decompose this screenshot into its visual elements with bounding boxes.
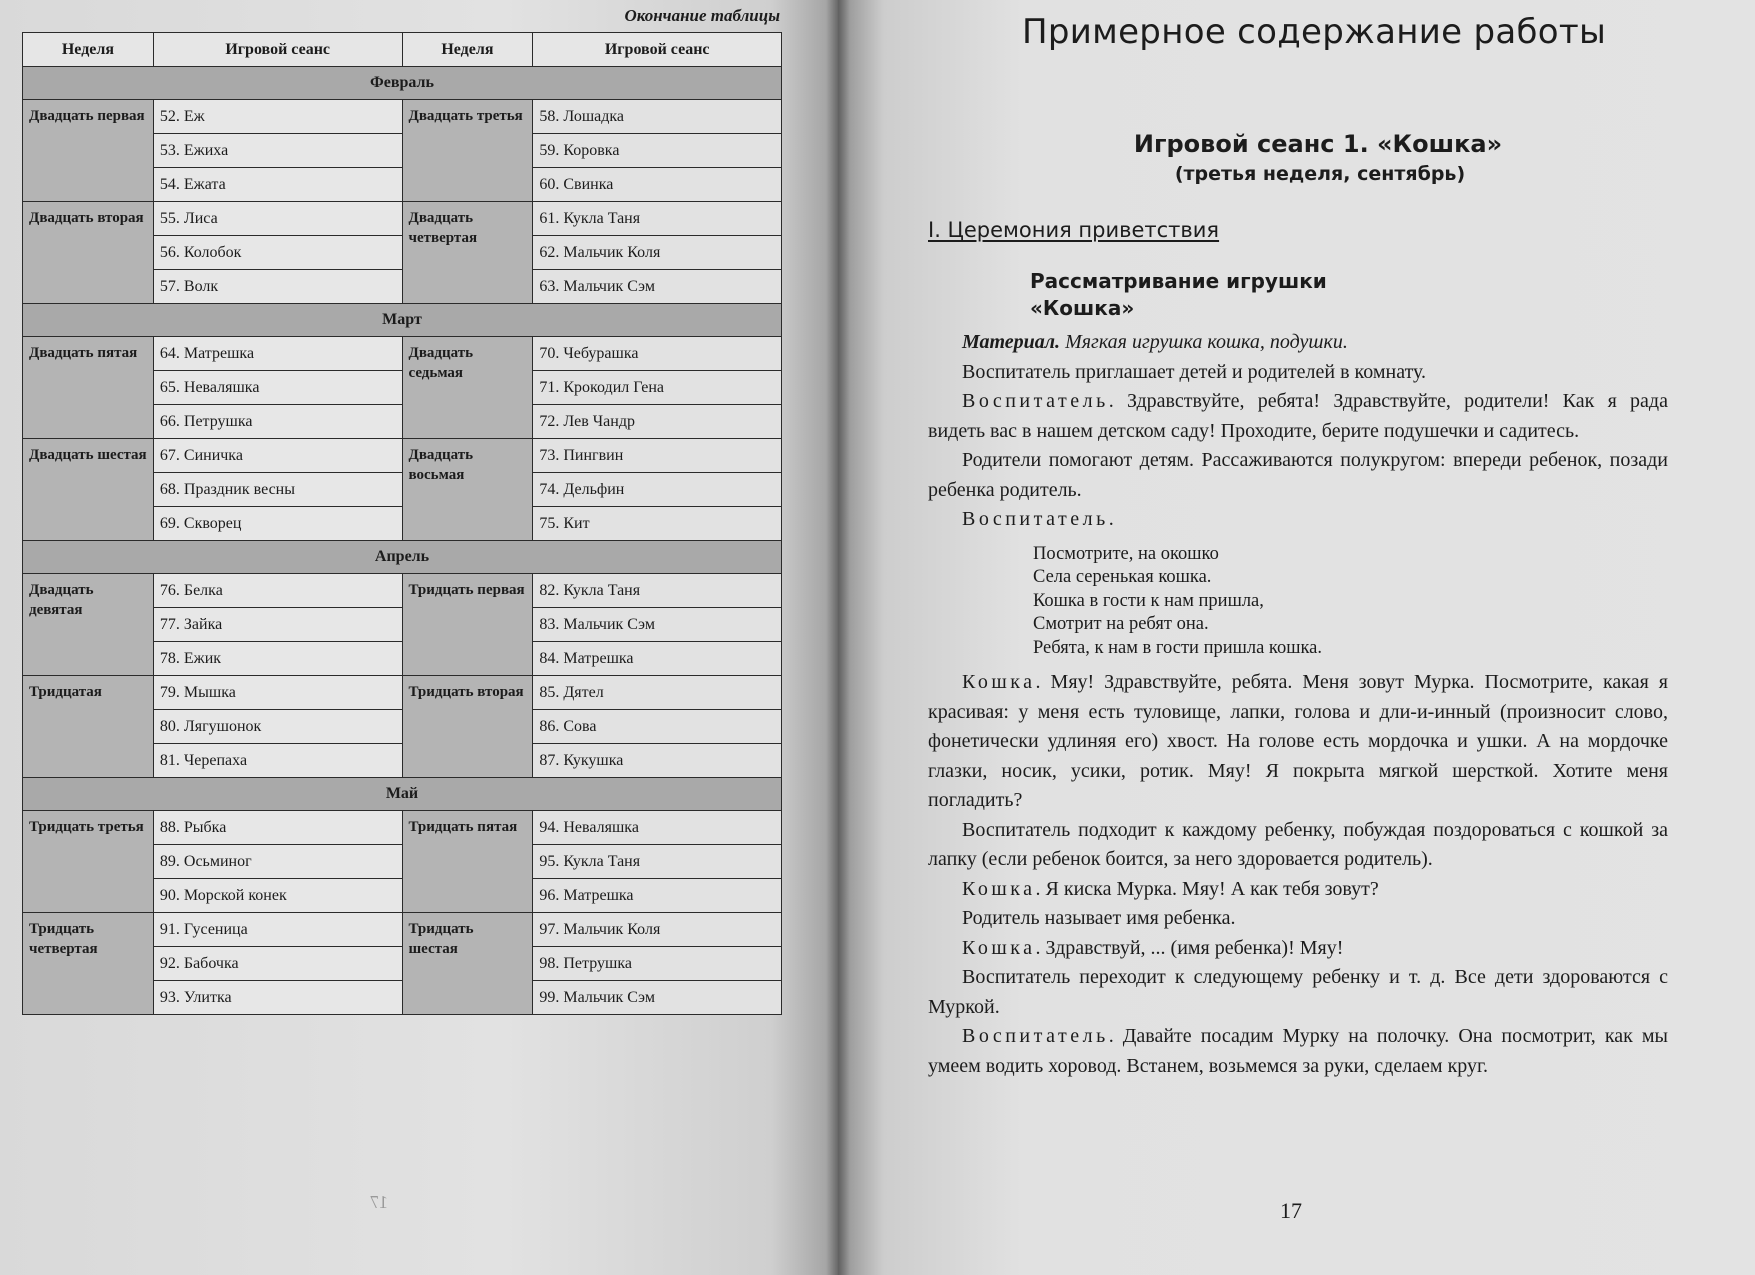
session-cell: 56. Колобок <box>153 236 402 270</box>
month-name: Март <box>23 304 782 337</box>
session-cell: 72. Лев Чандр <box>533 405 782 439</box>
session-cell: 87. Кукушка <box>533 744 782 778</box>
week-cell: Двадцать вторая <box>23 202 154 304</box>
week-cell: Двадцать четвертая <box>402 202 533 304</box>
session-cell: 58. Лошадка <box>533 100 782 134</box>
month-name: Апрель <box>23 541 782 574</box>
book-gutter <box>826 0 850 1275</box>
material-paragraph <box>928 328 1668 358</box>
session-cell: 84. Матрешка <box>533 642 782 676</box>
session-cell: 89. Осьминог <box>153 845 402 879</box>
week-cell: Тридцатая <box>23 676 154 778</box>
week-cell: Двадцать первая <box>23 100 154 202</box>
table-row <box>23 913 782 947</box>
session-cell: 67. Синичка <box>153 439 402 473</box>
session-cell: 91. Гусеница <box>153 913 402 947</box>
poem-line: Кошка в гости к нам пришла, <box>1033 590 1264 611</box>
header-session: Игровой сеанс <box>153 33 402 67</box>
session-cell: 81. Черепаха <box>153 744 402 778</box>
session-cell: 95. Кукла Таня <box>533 845 782 879</box>
poem-line: Ребята, к нам в гости пришла кошка. <box>1033 637 1323 658</box>
week-cell: Двадцать пятая <box>23 337 154 439</box>
session-cell: 92. Бабочка <box>153 947 402 981</box>
paragraph-5 <box>928 668 1668 816</box>
session-cell: 54. Ежата <box>153 168 402 202</box>
session-cell: 82. Кукла Таня <box>533 574 782 608</box>
speech-text: . Здравствуй, ... (имя ребенка)! Мяу! <box>1035 936 1344 959</box>
session-cell: 59. Коровка <box>533 134 782 168</box>
session-cell: 83. Мальчик Сэм <box>533 608 782 642</box>
speaker-label: Воспитатель <box>962 1025 1109 1047</box>
poem-line: Посмотрите, на окошко <box>1033 543 1219 564</box>
session-cell: 77. Зайка <box>153 608 402 642</box>
subsection-line-1: Рассматривание игрушки <box>1030 269 1327 293</box>
session-cell: 68. Праздник весны <box>153 473 402 507</box>
paragraph-2 <box>928 387 1668 446</box>
session-cell: 62. Мальчик Коля <box>533 236 782 270</box>
week-cell: Тридцать пятая <box>402 811 533 913</box>
paragraph-10: Воспитатель переходит к следующему ребенку и т. д. Все дети здороваются с Муркой. <box>928 966 1668 1018</box>
paragraph-11 <box>928 1022 1668 1081</box>
body-text <box>928 328 1668 1081</box>
speech-text: . <box>1108 508 1114 530</box>
table-row <box>23 439 782 473</box>
speaker-label: Воспитатель <box>962 390 1109 412</box>
session-subtitle: (третья неделя, сентябрь) <box>1174 163 1466 185</box>
paragraph-4 <box>928 505 1668 535</box>
session-cell: 69. Скворец <box>153 507 402 541</box>
speech-text: . Я киска Мурка. Мяу! А как тебя зовут? <box>1035 877 1379 900</box>
page-number: 17 <box>1280 1198 1302 1223</box>
speaker-label: Кошка <box>962 877 1036 900</box>
table-header-row <box>23 33 782 67</box>
session-cell: 61. Кукла Таня <box>533 202 782 236</box>
week-cell: Двадцать восьмая <box>402 439 533 541</box>
schedule-table <box>22 32 782 1015</box>
month-name: Май <box>23 778 782 811</box>
header-week-2: Неделя <box>402 33 533 67</box>
session-cell: 76. Белка <box>153 574 402 608</box>
week-cell: Двадцать шестая <box>23 439 154 541</box>
table-row <box>23 676 782 710</box>
session-cell: 55. Лиса <box>153 202 402 236</box>
month-row <box>23 304 782 337</box>
poem-line: Села серенькая кошка. <box>1033 567 1212 587</box>
session-cell: 78. Ежик <box>153 642 402 676</box>
week-cell: Тридцать вторая <box>402 676 533 778</box>
mirrored-bleed-page-number: 17 <box>370 1192 388 1212</box>
table-caption: Окончание таблицы <box>624 6 780 25</box>
paragraph-7 <box>928 875 1668 905</box>
table-row <box>23 100 782 134</box>
session-cell: 97. Мальчик Коля <box>533 913 782 947</box>
table-row <box>23 202 782 236</box>
section-heading: I. Церемония приветствия <box>928 218 1220 242</box>
session-cell: 75. Кит <box>533 507 782 541</box>
week-cell: Двадцать девятая <box>23 574 154 676</box>
week-cell: Двадцать третья <box>402 100 533 202</box>
page-header-title: Примерное содержание работы <box>1022 12 1607 52</box>
session-cell: 64. Матрешка <box>153 337 402 371</box>
header-week: Неделя <box>23 33 154 67</box>
speaker-label: Воспитатель <box>962 508 1109 530</box>
speech-text: . Здравствуйте, ребята! Здравствуйте, родители! Как я рада видеть вас в нашем детском саду! Проходите, берите подушечки и садитесь. <box>928 390 1668 442</box>
paragraph-6: Воспитатель подходит к каждому ребенку, побуждая поздороваться с кошкой за лапку (если ребенок боится, за него здоровается родитель). <box>928 818 1668 870</box>
session-cell: 74. Дельфин <box>533 473 782 507</box>
session-cell: 65. Неваляшка <box>153 371 402 405</box>
session-cell: 73. Пингвин <box>533 439 782 473</box>
month-row <box>23 67 782 100</box>
speech-text: . Мяу! Здравствуйте, ребята. Меня зовут Мурка. Посмотрите, какая я красивая: у меня есть туловище, лапки, голова и дли-и-инный (произносит слово, фонетически удлиняя его) хвост. На голове есть мордочка и ушки. А на мордочке глазки, носик, усики, ротик. Мяу! Я покрыта мягкой шерсткой. Хотите меня погладить? <box>928 671 1668 811</box>
paragraph-3: Родители помогают детям. Рассаживаются полукругом: впереди ребенок, позади ребенка родитель. <box>928 449 1668 501</box>
session-cell: 71. Крокодил Гена <box>533 371 782 405</box>
month-row <box>23 541 782 574</box>
session-cell: 99. Мальчик Сэм <box>533 981 782 1015</box>
session-cell: 66. Петрушка <box>153 405 402 439</box>
session-cell: 79. Мышка <box>153 676 402 710</box>
session-cell: 96. Матрешка <box>533 879 782 913</box>
session-cell: 94. Неваляшка <box>533 811 782 845</box>
paragraph-8: Родитель называет имя ребенка. <box>962 907 1236 929</box>
subsection-heading <box>1030 268 1370 322</box>
session-cell: 85. Дятел <box>533 676 782 710</box>
week-cell: Тридцать шестая <box>402 913 533 1015</box>
speech-text: . Давайте посадим Мурку на полочку. Она посмотрит, как мы умеем водить хоровод. Встанем, возьмемся за руки, сделаем круг. <box>928 1025 1668 1077</box>
session-cell: 86. Сова <box>533 710 782 744</box>
session-cell: 63. Мальчик Сэм <box>533 270 782 304</box>
material-label: Материал. <box>962 331 1061 353</box>
session-title: Игровой сеанс 1. «Кошка» <box>1133 130 1503 158</box>
session-cell: 57. Волк <box>153 270 402 304</box>
month-row <box>23 778 782 811</box>
session-cell: 88. Рыбка <box>153 811 402 845</box>
table-row <box>23 811 782 845</box>
session-cell: 52. Еж <box>153 100 402 134</box>
session-cell: 93. Улитка <box>153 981 402 1015</box>
subsection-line-2: «Кошка» <box>1030 296 1135 320</box>
table-row <box>23 574 782 608</box>
header-session-2: Игровой сеанс <box>533 33 782 67</box>
poem-line: Смотрит на ребят она. <box>1033 614 1209 634</box>
week-cell: Тридцать четвертая <box>23 913 154 1015</box>
month-name: Февраль <box>23 67 782 100</box>
session-cell: 53. Ежиха <box>153 134 402 168</box>
session-cell: 90. Морской конек <box>153 879 402 913</box>
session-cell: 60. Свинка <box>533 168 782 202</box>
week-cell: Тридцать третья <box>23 811 154 913</box>
session-cell: 70. Чебурашка <box>533 337 782 371</box>
table-row <box>23 337 782 371</box>
material-text: Мягкая игрушка кошка, подушки. <box>1060 331 1348 353</box>
session-cell: 98. Петрушка <box>533 947 782 981</box>
week-cell: Тридцать первая <box>402 574 533 676</box>
session-cell: 80. Лягушонок <box>153 710 402 744</box>
paragraph-9 <box>928 934 1668 964</box>
paragraph-1: Воспитатель приглашает детей и родителей в комнату. <box>962 360 1427 383</box>
week-cell: Двадцать седьмая <box>402 337 533 439</box>
poem <box>1033 543 1668 661</box>
speaker-label: Кошка <box>962 936 1036 959</box>
speaker-label: Кошка <box>962 671 1036 693</box>
